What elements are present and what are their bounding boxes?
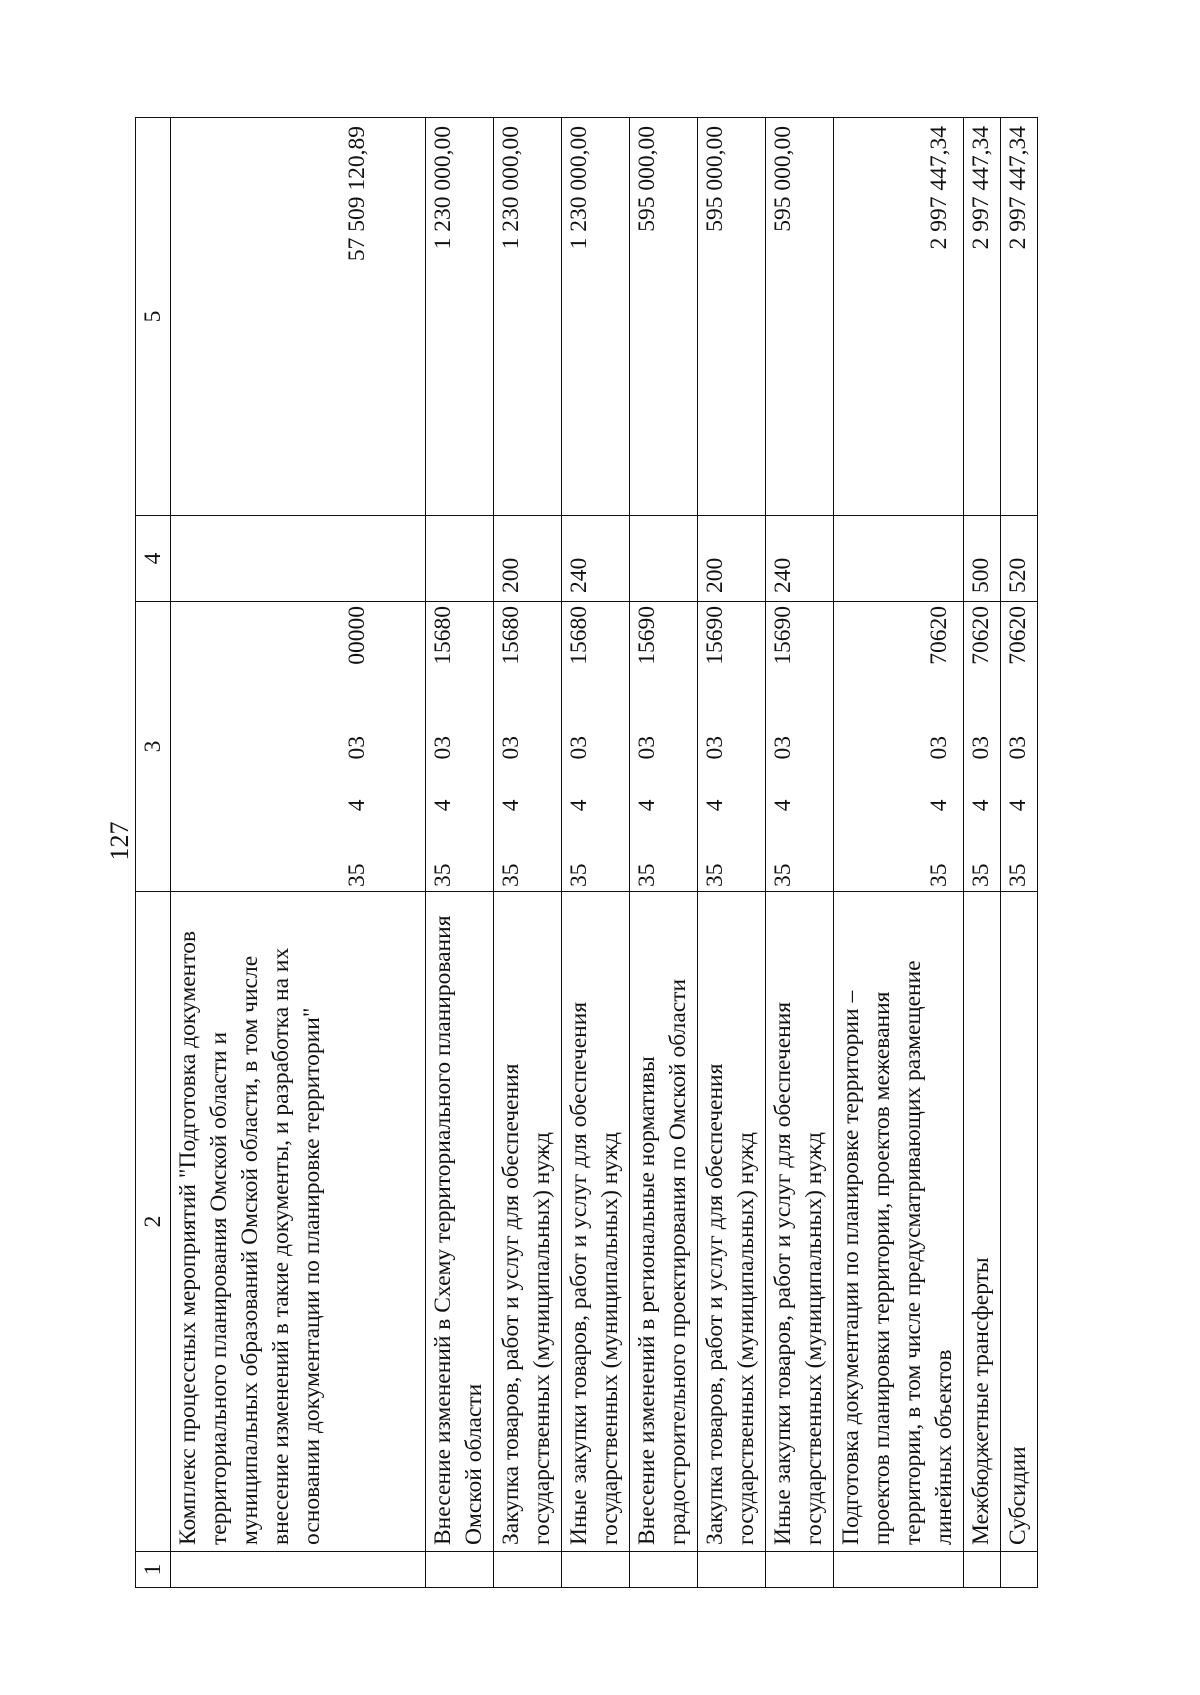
row-amount-cell: 595 000,00 (766, 118, 834, 516)
row-amount-cell: 595 000,00 (698, 118, 766, 516)
header-col-1: 1 (136, 1552, 171, 1588)
row-number-cell (171, 1552, 426, 1588)
rotated-table-container (135, 118, 1031, 1588)
row-name-cell: Иные закупки товаров, работ и услуг для обеспечения государственных (муниципальных) нужд (562, 892, 630, 1552)
row-name-cell: Комплекс процессных мероприятий "Подготовка документов территориального планирования Омской области и муниципальных образований Омской области, в том числе внесение изменений в такие документы, и разработка на их основании документации по планировке территории" (171, 892, 426, 1552)
row-number-cell (834, 1552, 964, 1588)
row-code-cell: 35 4 03 15680 (562, 602, 630, 892)
table-row (834, 118, 964, 1588)
row-code-cell: 35 4 03 15690 (630, 602, 698, 892)
row-amount-cell: 2 997 447,34 (964, 118, 1001, 516)
row-name-cell: Закупка товаров, работ и услуг для обеспечения государственных (муниципальных) нужд (494, 892, 562, 1552)
table-header-row (136, 118, 171, 1588)
row-number-cell (766, 1552, 834, 1588)
row-code-cell: 35 4 03 15680 (494, 602, 562, 892)
row-name-cell: Внесение изменений в Схему территориального планирования Омской области (426, 892, 494, 1552)
row-amount-cell: 1 230 000,00 (562, 118, 630, 516)
table-row (1001, 118, 1038, 1588)
row-number-cell (698, 1552, 766, 1588)
table-row (630, 118, 698, 1588)
row-code-cell: 35 4 03 70620 (964, 602, 1001, 892)
row-type-cell: 520 (1001, 516, 1038, 602)
page-number: 127 (105, 821, 134, 861)
table-row (964, 118, 1001, 1588)
row-name-cell: Межбюджетные трансферты (964, 892, 1001, 1552)
row-number-cell (630, 1552, 698, 1588)
row-code-cell: 35 4 03 15690 (698, 602, 766, 892)
row-name-cell: Иные закупки товаров, работ и услуг для обеспечения государственных (муниципальных) нужд (766, 892, 834, 1552)
budget-table (135, 117, 1038, 1588)
row-amount-cell: 2 997 447,34 (1001, 118, 1038, 516)
row-name-cell: Внесение изменений в региональные нормативы градостроительного проектирования по Омской области (630, 892, 698, 1552)
header-col-2: 2 (136, 892, 171, 1552)
table-row (171, 118, 426, 1588)
row-type-cell: 240 (766, 516, 834, 602)
row-amount-cell: 595 000,00 (630, 118, 698, 516)
row-type-cell (426, 516, 494, 602)
row-type-cell (630, 516, 698, 602)
row-number-cell (1001, 1552, 1038, 1588)
table-row (562, 118, 630, 1588)
row-type-cell: 200 (494, 516, 562, 602)
row-type-cell (834, 516, 964, 602)
row-amount-cell: 1 230 000,00 (494, 118, 562, 516)
row-code-cell: 35 4 03 70620 (1001, 602, 1038, 892)
header-col-3: 3 (136, 602, 171, 892)
table-row (494, 118, 562, 1588)
row-name-cell: Подготовка документации по планировке территории – проектов планировки территории, проектов межевания территории, в том числе предусматривающих размещение линейных объектов (834, 892, 964, 1552)
table-row (698, 118, 766, 1588)
header-col-4: 4 (136, 516, 171, 602)
row-type-cell: 500 (964, 516, 1001, 602)
table-row (426, 118, 494, 1588)
row-amount-cell: 1 230 000,00 (426, 118, 494, 516)
row-code-cell: 35 4 03 70620 (834, 602, 964, 892)
row-name-cell: Субсидии (1001, 892, 1038, 1552)
table-row (766, 118, 834, 1588)
row-number-cell (562, 1552, 630, 1588)
row-amount-cell: 57 509 120,89 (171, 118, 426, 516)
row-type-cell (171, 516, 426, 602)
row-code-cell: 35 4 03 15680 (426, 602, 494, 892)
row-amount-cell: 2 997 447,34 (834, 118, 964, 516)
row-number-cell (426, 1552, 494, 1588)
row-type-cell: 240 (562, 516, 630, 602)
row-number-cell (964, 1552, 1001, 1588)
row-number-cell (494, 1552, 562, 1588)
header-col-5: 5 (136, 118, 171, 516)
row-type-cell: 200 (698, 516, 766, 602)
row-code-cell: 35 4 03 00000 (171, 602, 426, 892)
row-code-cell: 35 4 03 15690 (766, 602, 834, 892)
row-name-cell: Закупка товаров, работ и услуг для обеспечения государственных (муниципальных) нужд (698, 892, 766, 1552)
